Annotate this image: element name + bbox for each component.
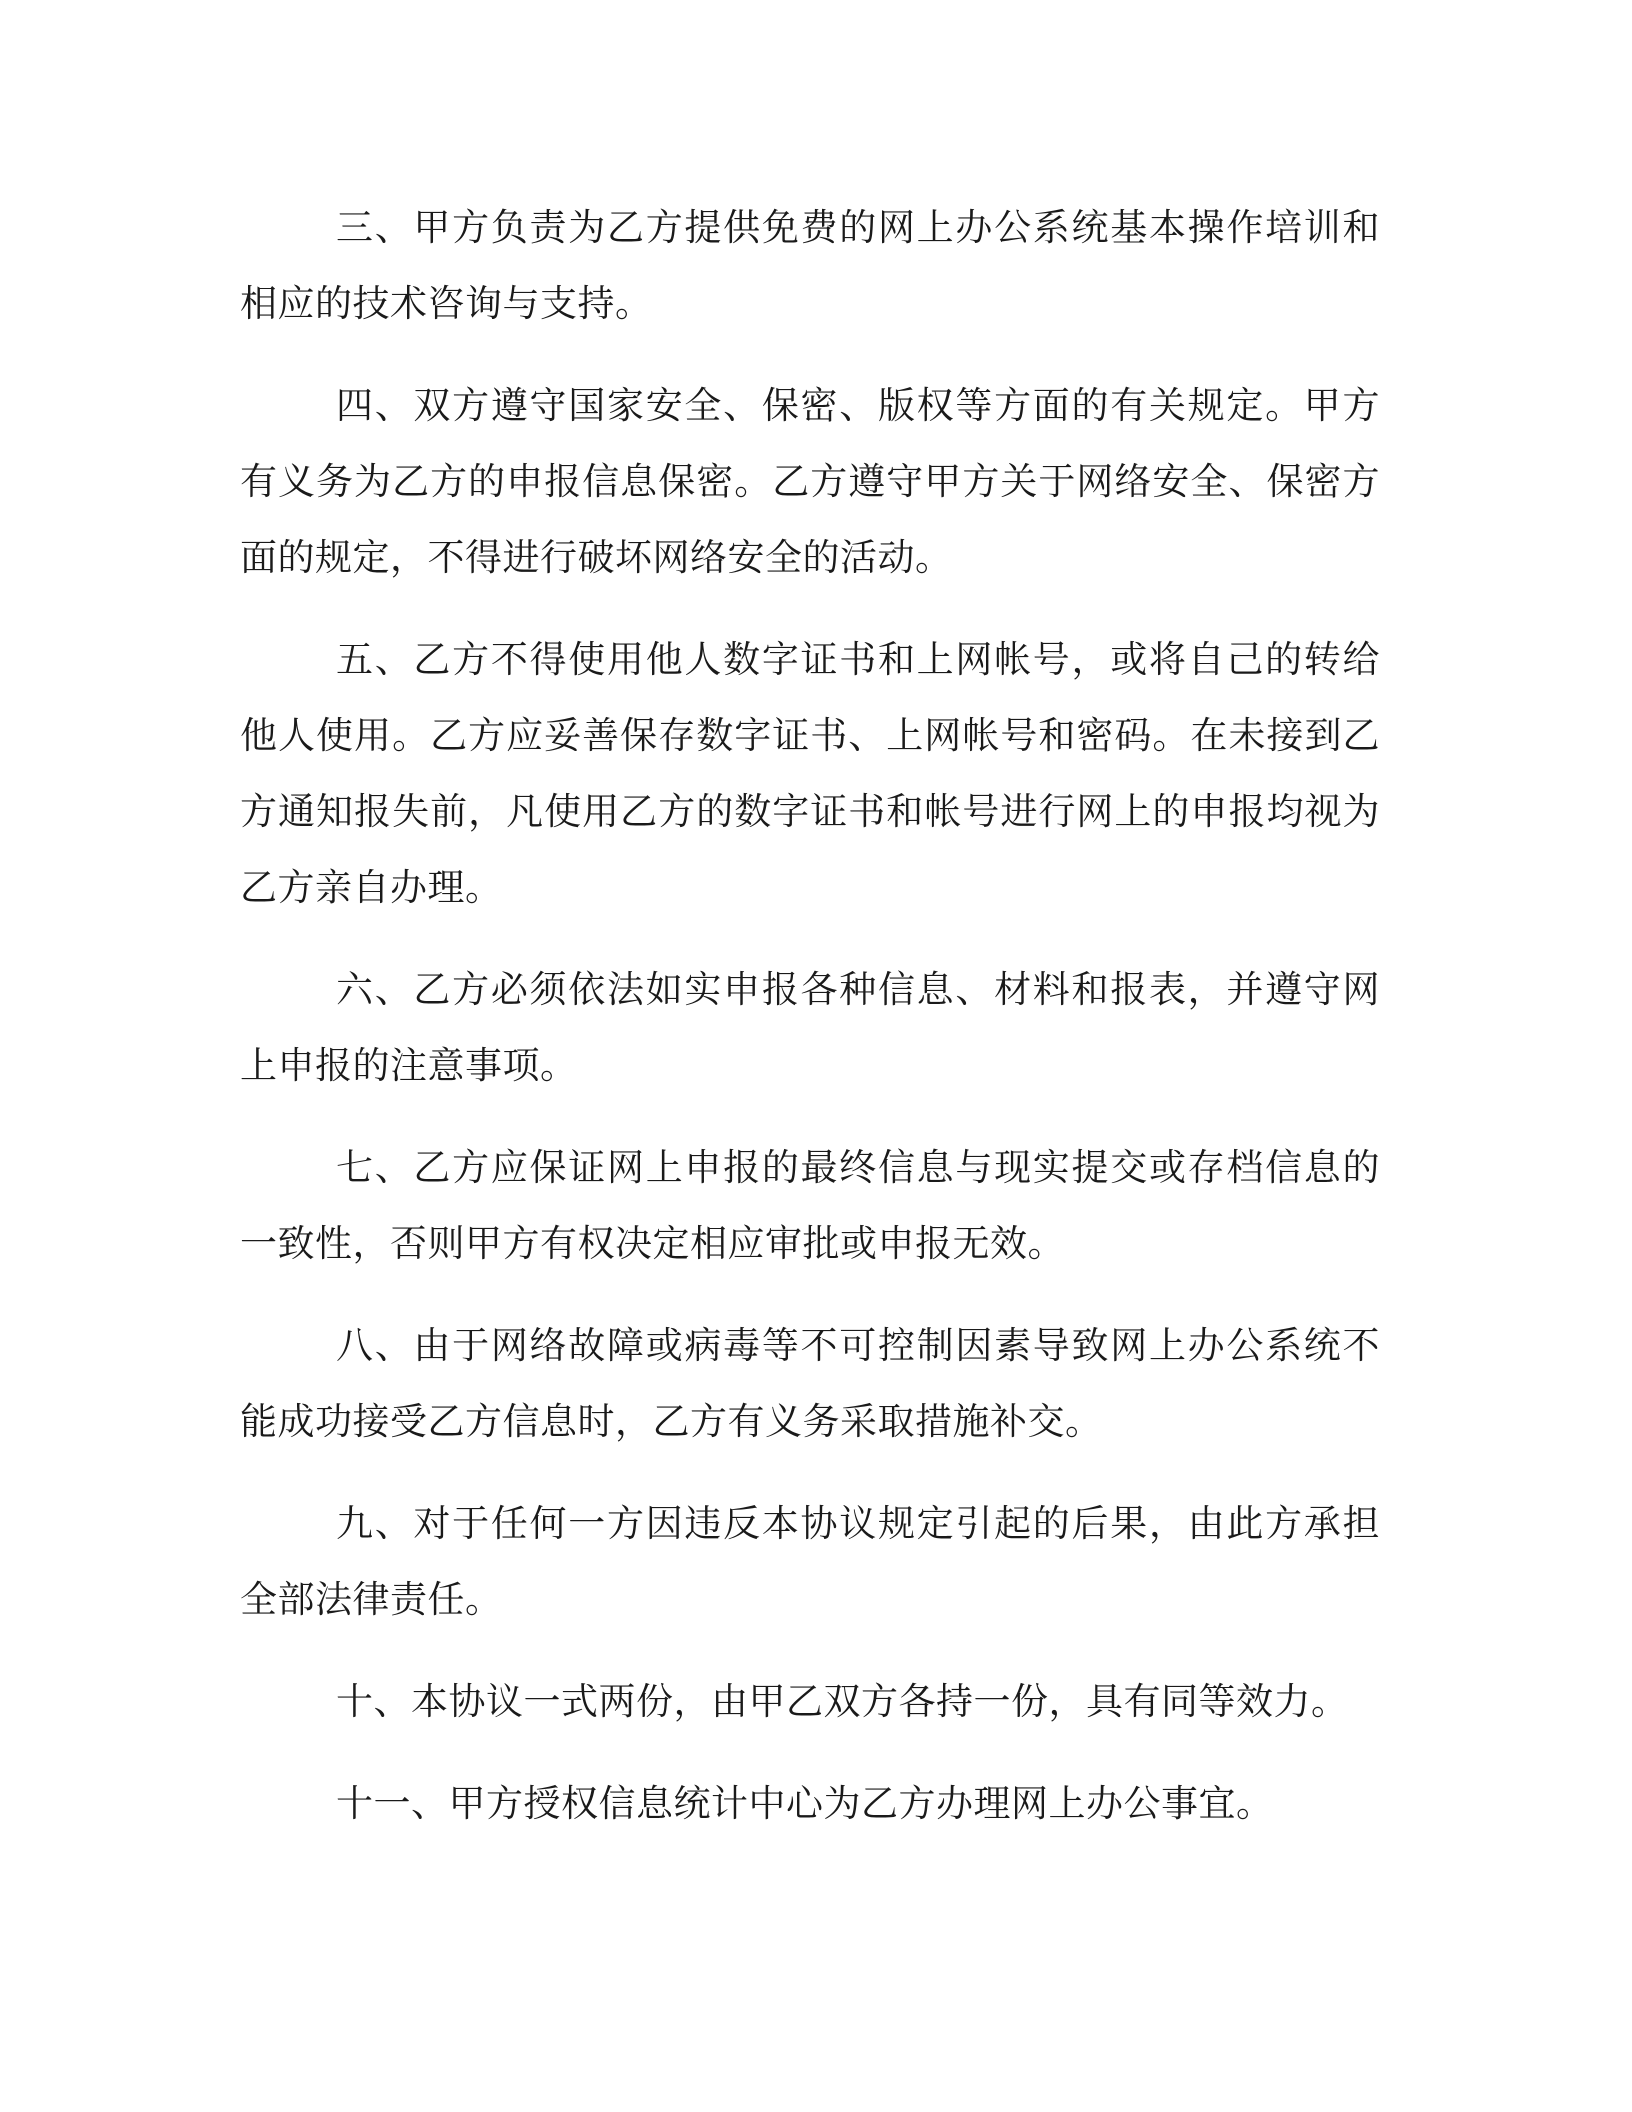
clause-7: 七、乙方应保证网上申报的最终信息与现实提交或存档信息的一致性，否则甲方有权决定相应审批或申报无效。 bbox=[240, 1146, 1380, 1265]
clause-11: 十一、甲方授权信息统计中心为乙方办理网上办公事宜。 bbox=[336, 1782, 1274, 1825]
clause-6: 六、乙方必须依法如实申报各种信息、材料和报表，并遵守网上申报的注意事项。 bbox=[240, 968, 1380, 1087]
clause-10: 十、本协议一式两份，由甲乙双方各持一份，具有同等效力。 bbox=[336, 1680, 1349, 1723]
clause-5: 五、乙方不得使用他人数字证书和上网帐号，或将自己的转给他人使用。乙方应妥善保存数字证书、上网帐号和密码。在未接到乙方通知报失前，凡使用乙方的数字证书和帐号进行网上的申报均视为乙方亲自办理。 bbox=[240, 638, 1380, 909]
clause-8: 八、由于网络故障或病毒等不可控制因素导致网上办公系统不能成功接受乙方信息时，乙方有义务采取措施补交。 bbox=[240, 1324, 1380, 1443]
agreement-body bbox=[240, 190, 1380, 1868]
clause-3: 三、甲方负责为乙方提供免费的网上办公系统基本操作培训和相应的技术咨询与支持。 bbox=[240, 206, 1380, 325]
clause-9: 九、对于任何一方因违反本协议规定引起的后果，由此方承担全部法律责任。 bbox=[240, 1502, 1380, 1621]
clause-4: 四、双方遵守国家安全、保密、版权等方面的有关规定。甲方有义务为乙方的申报信息保密。乙方遵守甲方关于网络安全、保密方面的规定，不得进行破坏网络安全的活动。 bbox=[240, 384, 1380, 579]
